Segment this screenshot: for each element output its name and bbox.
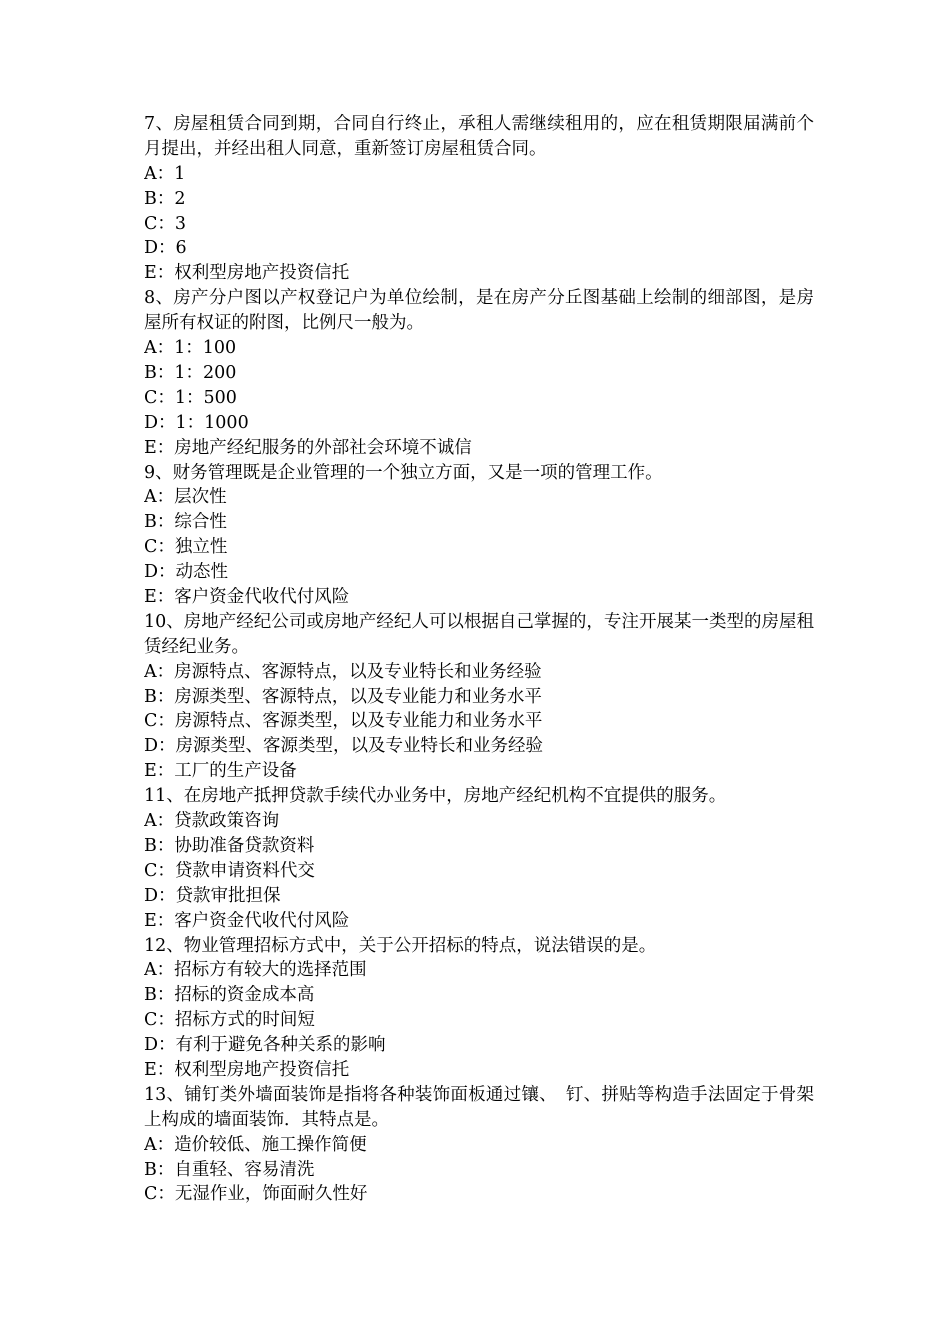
question-8: [144, 286, 814, 460]
option-c: C：3: [144, 213, 187, 234]
option-a: A：造价较低、施工操作简便: [144, 1134, 367, 1155]
question-13: [144, 1083, 814, 1207]
option-e: E：权利型房地产投资信托: [144, 1059, 350, 1080]
option-e: E：房地产经纪服务的外部社会环境不诚信: [144, 437, 472, 458]
question-text: 10、房地产经纪公司或房地产经纪人可以根据自己掌握的，专注开展某一类型的房屋租赁经纪业务。: [144, 611, 814, 657]
question-text: 12、物业管理招标方式中，关于公开招标的特点，说法错误的是。: [144, 935, 657, 956]
option-a: A：1: [144, 163, 186, 184]
option-c: C：贷款申请资料代交: [144, 860, 315, 881]
option-c: C：独立性: [144, 537, 228, 558]
option-b: B：1：200: [144, 362, 237, 383]
option-d: D：1：1000: [144, 412, 249, 433]
question-text: 9、财务管理既是企业管理的一个独立方面，又是一项的管理工作。: [144, 462, 663, 483]
option-c: C：房源特点、客源类型，以及专业能力和业务水平: [144, 711, 543, 732]
question-7: [144, 112, 814, 286]
document-page: [144, 112, 814, 1207]
option-d: D：有利于避免各种关系的影响: [144, 1035, 386, 1056]
option-c: C：无湿作业，饰面耐久性好: [144, 1184, 368, 1205]
question-text: 11、在房地产抵押贷款手续代办业务中，房地产经纪机构不宜提供的服务。: [144, 786, 727, 807]
option-e: E：工厂的生产设备: [144, 761, 297, 782]
option-a: A：1：100: [144, 338, 237, 359]
option-b: B：自重轻、容易清洗: [144, 1159, 315, 1180]
option-e: E：客户资金代收代付风险: [144, 910, 350, 931]
option-c: C：1：500: [144, 387, 237, 408]
option-b: B：招标的资金成本高: [144, 985, 315, 1006]
option-b: B：综合性: [144, 512, 227, 533]
option-e: E：客户资金代收代付风险: [144, 587, 350, 607]
option-b: B：2: [144, 188, 186, 209]
option-e: E：权利型房地产投资信托: [144, 263, 350, 284]
option-a: A：贷款政策咨询: [144, 811, 280, 832]
option-d: D：贷款审批担保: [144, 885, 281, 906]
question-text: 8、房产分户图以产权登记户为单位绘制，是在房产分丘图基础上绘制的细部图，是房屋所有权证的附图，比例尺一般为。: [144, 288, 814, 334]
question-text: 7、房屋租赁合同到期，合同自行终止，承租人需继续租用的，应在租赁期限届满前个月提出，并经出租人同意，重新签订房屋租赁合同。: [144, 114, 814, 159]
option-b: B：协助准备贷款资料: [144, 835, 315, 856]
question-10: [144, 610, 814, 784]
question-12: [144, 934, 814, 1083]
option-d: D：动态性: [144, 562, 229, 583]
option-a: A：层次性: [144, 487, 227, 508]
option-c: C：招标方式的时间短: [144, 1010, 315, 1031]
option-b: B：房源类型、客源特点，以及专业能力和业务水平: [144, 686, 542, 707]
option-a: A：招标方有较大的选择范围: [144, 960, 367, 981]
option-a: A：房源特点、客源特点，以及专业特长和业务经验: [144, 661, 542, 682]
option-d: D：房源类型、客源类型，以及专业特长和业务经验: [144, 736, 544, 757]
option-d: D：6: [144, 238, 187, 259]
question-text: 13、铺钉类外墙面装饰是指将各种装饰面板通过镶、 钉、拼贴等构造手法固定于骨架上构成的墙面装饰．其特点是。: [144, 1084, 814, 1130]
question-11: [144, 784, 814, 933]
question-9: [144, 461, 814, 610]
